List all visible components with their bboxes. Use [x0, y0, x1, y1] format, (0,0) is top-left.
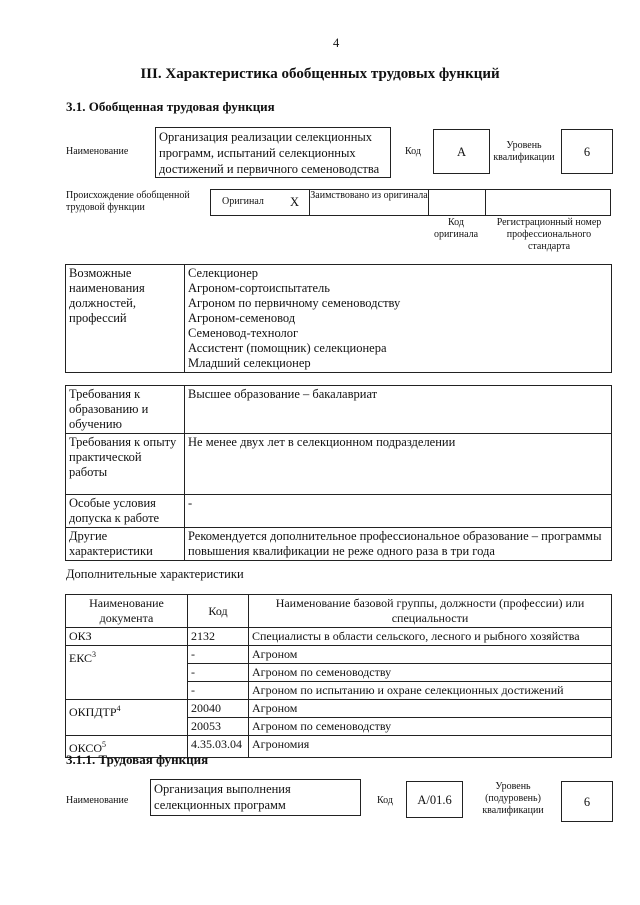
- eks-code: -: [188, 682, 249, 700]
- okpdtr-doc: ОКПДТР$^4$: [66, 700, 188, 736]
- labor-func-heading: 3.1.1. Трудовая функция: [66, 752, 209, 767]
- okpdtr-code: 20053: [188, 718, 249, 736]
- position-item: Агроном-сортоиспытатель: [188, 281, 330, 295]
- table-header-row: [66, 595, 612, 628]
- position-item: Агроном-семеновод: [188, 311, 296, 325]
- positions-table: [65, 264, 612, 373]
- table-row: [66, 700, 612, 718]
- footnote-mark: 5: [102, 740, 107, 749]
- position-item: Селекционер: [188, 266, 259, 280]
- position-item: Младший селекционер: [188, 356, 311, 370]
- gen-func-code-label: Код: [405, 146, 421, 157]
- okpdtr-code: 20040: [188, 700, 249, 718]
- col-doc-header: Наименование документа: [66, 595, 188, 628]
- positions-label: Возможные наименования должностей, профессий: [66, 265, 185, 373]
- origin-borrowed-label: Заимствовано из оригинала: [310, 190, 428, 201]
- requirements-table: [65, 385, 612, 561]
- labor-func-level-label: Уровень (подуровень) квалификации: [482, 781, 544, 816]
- labor-func-code-label: Код: [377, 795, 393, 806]
- requirement-row: [66, 386, 612, 434]
- footnote-mark: 3: [92, 650, 97, 659]
- okz-code: 2132: [188, 628, 249, 646]
- requirement-value: Рекомендуется дополнительное профессиональное образование – программы повышения квалификации не реже одного раза в три года: [185, 528, 612, 561]
- okpdtr-name: Агроном: [249, 700, 612, 718]
- labor-func-level-value: 6: [561, 781, 613, 822]
- table-row: [66, 646, 612, 664]
- okz-name: Специалисты в области сельского, лесного и рыбного хозяйства: [249, 628, 612, 646]
- requirement-label: Требования к опыту практической работы: [66, 434, 185, 495]
- origin-original-label: Оригинал: [222, 196, 264, 207]
- gen-func-name-value: Организация реализации селекционных программ, испытаний селекционных достижений и первичного семеноводства: [155, 127, 391, 178]
- requirement-row: [66, 434, 612, 495]
- origin-original-mark: X: [290, 195, 300, 209]
- gen-func-level-label: Уровень квалификации: [493, 140, 555, 163]
- eks-code: -: [188, 664, 249, 682]
- table-row: [66, 628, 612, 646]
- requirement-value: -: [185, 495, 612, 528]
- additional-heading: Дополнительные характеристики: [66, 567, 244, 581]
- labor-func-code-value: A/01.6: [406, 781, 463, 818]
- origin-divider: [428, 189, 429, 216]
- requirement-value: Не менее двух лет в селекционном подразделении: [185, 434, 612, 495]
- requirement-row: [66, 528, 612, 561]
- origin-code-caption: Код оригинала: [433, 217, 479, 240]
- gen-func-heading: 3.1. Обобщенная трудовая функция: [66, 99, 275, 114]
- gen-func-level-value: 6: [561, 129, 613, 174]
- gen-func-code-value: А: [433, 129, 490, 174]
- requirement-value: Высшее образование – бакалавриат: [185, 386, 612, 434]
- okso-code: 4.35.03.04: [188, 736, 249, 758]
- gen-func-name-label: Наименование: [66, 146, 129, 157]
- section-title: III. Характеристика обобщенных трудовых функций: [140, 66, 500, 82]
- requirement-row: [66, 495, 612, 528]
- positions-list: [185, 265, 612, 373]
- eks-code: -: [188, 646, 249, 664]
- labor-func-name-value: Организация выполнения селекционных программ: [150, 779, 361, 816]
- requirement-label: Другие характеристики: [66, 528, 185, 561]
- page-number: 4: [333, 36, 340, 50]
- col-name-header: Наименование базовой группы, должности (профессии) или специальности: [249, 595, 612, 628]
- position-item: Агроном по первичному семеноводству: [188, 296, 401, 310]
- okpdtr-name: Агроном по семеноводству: [249, 718, 612, 736]
- labor-func-name-label: Наименование: [66, 795, 129, 806]
- col-code-header: Код: [188, 595, 249, 628]
- origin-reg-caption: Регистрационный номер профессионального стандарта: [496, 217, 602, 252]
- okz-doc: ОКЗ: [66, 628, 188, 646]
- eks-name: Агроном по семеноводству: [249, 664, 612, 682]
- origin-divider: [485, 189, 486, 216]
- okso-doc: ОКСО$^5$: [66, 736, 188, 758]
- eks-name: Агроном по испытанию и охране селекционных достижений: [249, 682, 612, 700]
- okso-name: Агрономия: [249, 736, 612, 758]
- eks-doc: ЕКС$^3$: [66, 646, 188, 700]
- requirement-label: Особые условия допуска к работе: [66, 495, 185, 528]
- position-item: Семеновод-технолог: [188, 326, 299, 340]
- eks-name: Агроном: [249, 646, 612, 664]
- origin-label: Происхождение обобщенной трудовой функции: [66, 190, 190, 213]
- requirement-label: Требования к образованию и обучению: [66, 386, 185, 434]
- footnote-mark: 4: [116, 704, 121, 713]
- additional-table: [65, 594, 612, 758]
- position-item: Ассистент (помощник) селекционера: [188, 341, 387, 355]
